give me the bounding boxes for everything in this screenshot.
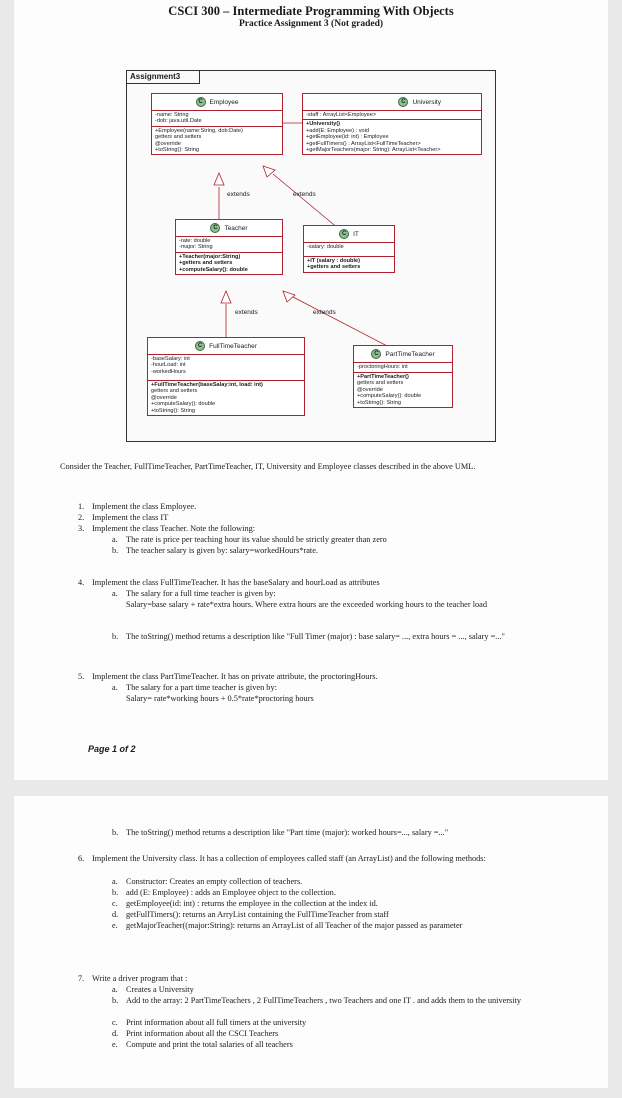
it-extends-employee-arrowhead xyxy=(263,166,275,177)
attribute: -hourLoad: int xyxy=(151,362,186,369)
method: +Teacher(major:String) xyxy=(179,253,241,260)
subitem-letter: a. xyxy=(112,535,118,544)
subitem-text: The salary for a part time teacher is given by: xyxy=(126,683,277,692)
method: +Employee(name:String, dob:Date) xyxy=(155,127,243,134)
class-name: Teacher xyxy=(224,224,248,232)
class-icon: C xyxy=(371,349,381,359)
item-text: Implement the class FullTimeTeacher. It has the baseSalary and hourLoad as attributes xyxy=(92,578,380,587)
item-text: Implement the class Employee. xyxy=(92,502,197,511)
page-number: Page 1 of 2 xyxy=(88,744,136,754)
subitem-letter: d. xyxy=(112,1029,119,1038)
document-title: CSCI 300 – Intermediate Programming With Objects xyxy=(168,4,454,18)
class-icon: C xyxy=(196,97,206,107)
subitem-text: Compute and print the total salaries of all teachers xyxy=(126,1040,293,1049)
attribute: -dob: java.util.Date xyxy=(155,118,202,125)
subitem-text: Print information about all full timers at the university xyxy=(126,1018,307,1027)
class-parttime-teacher xyxy=(353,345,453,408)
item-text: Implement the class PartTimeTeacher. It has on private attribute, the proctoringHours. xyxy=(92,672,378,681)
class-name: Employee xyxy=(209,98,239,106)
attribute: -baseSalary: int xyxy=(151,356,190,362)
subitem-text: getEmployee(id: int) : returns the employee in the collection at the index id. xyxy=(126,899,378,908)
method: @override xyxy=(357,386,383,393)
subitem-letter: d. xyxy=(112,910,119,919)
subitem-letter: b. xyxy=(112,828,119,837)
method: +getMajorTeachers(major: String): ArrayList<Teacher> xyxy=(306,147,441,154)
class-teacher xyxy=(175,219,283,275)
subitem-letter: a. xyxy=(112,589,118,598)
subitem-letter: b. xyxy=(112,632,119,641)
class-icon: C xyxy=(339,229,349,239)
subitem-text: Constructor: Creates an empty collection of teachers. xyxy=(126,877,303,886)
parttime-extends-teacher-line xyxy=(293,297,389,347)
attribute: -proctoringHours: int xyxy=(357,364,408,370)
class-employee xyxy=(151,93,283,155)
method: +IT (salary : double) xyxy=(307,258,360,264)
method: +PartTimeTeacher() xyxy=(357,374,409,380)
item-number: 6. xyxy=(78,854,85,863)
method: +computeSalary(): double xyxy=(151,401,216,408)
document-page-1 xyxy=(14,0,608,780)
method: +University() xyxy=(306,121,341,128)
class-icon: C xyxy=(398,97,408,107)
document-subtitle: Practice Assignment 3 (Not graded) xyxy=(238,19,384,29)
subitem-text: Creates a University xyxy=(126,985,194,994)
package-label: Assignment3 xyxy=(126,70,200,84)
method: +add(E: Employee) : void xyxy=(306,127,369,134)
subitem-text: Add to the array: 2 PartTimeTeachers , 2 FullTimeTeachers , two Teachers and one IT . and adds them to the university xyxy=(126,996,522,1005)
method: getters and setters xyxy=(357,380,404,387)
subitem-text: Salary=base salary + rate*extra hours. Where extra hours are the exceeded working hours to the teacher load xyxy=(126,600,487,609)
method: @override xyxy=(155,140,181,147)
attribute: -workedHours xyxy=(151,368,186,375)
method: +computeSalary(): double xyxy=(179,266,248,273)
class-name: PartTimeTeacher xyxy=(385,350,435,358)
class-icon: C xyxy=(195,341,205,351)
teacher-extends-employee-arrowhead xyxy=(214,173,224,185)
document-page-2 xyxy=(14,796,608,1088)
uml-diagram xyxy=(126,70,496,442)
class-icon: C xyxy=(210,223,220,233)
label-extends: extends xyxy=(235,309,258,316)
item-text: Implement the University class. It has a collection of employees called staff (an ArrayList) and the following methods: xyxy=(92,854,486,863)
attribute: -major: String xyxy=(179,244,213,251)
subitem-letter: c. xyxy=(112,899,118,908)
item-number: 1. xyxy=(78,502,85,511)
subitem-text: getMajorTeacher((major:String): returns an ArrayList of all Teacher of the major passed as parameter xyxy=(126,921,463,930)
attribute: -staff : ArrayList<Employee> xyxy=(306,112,377,118)
subitem-text: Print information about all the CSCI Teachers xyxy=(126,1029,279,1038)
item-number: 7. xyxy=(78,974,85,983)
parttime-extends-teacher-arrowhead xyxy=(283,291,295,302)
subitem-text: The rate is price per teaching hour its value should be strictly greater than zero xyxy=(126,535,387,544)
subitem-letter: b. xyxy=(112,888,119,897)
subitem-letter: e. xyxy=(112,1040,118,1049)
method: +toString(): String xyxy=(155,147,199,154)
method: getters and setters xyxy=(151,388,198,395)
method: +getEmployee(id: int) : Employee xyxy=(306,134,389,141)
method: +computeSalary(): double xyxy=(357,393,422,400)
subitem-letter: a. xyxy=(112,985,118,994)
label-extends: extends xyxy=(313,309,336,316)
item-text: Write a driver program that : xyxy=(92,974,188,983)
method: +FullTimeTeacher(baseSalay:int, load: int) xyxy=(151,382,263,388)
subitem-letter: b. xyxy=(112,996,119,1005)
label-extends: extends xyxy=(293,191,316,198)
method: +getFullTimers() : ArrayList<FullTimeTeacher> xyxy=(306,140,421,147)
subitem-text: add (E: Employee) : adds an Employee object to the collection. xyxy=(126,888,336,897)
item-text: Implement the class IT xyxy=(92,513,169,522)
attribute: -rate: double xyxy=(179,238,211,244)
attribute: -salary: double xyxy=(307,244,344,250)
subitem-text: The toString() method returns a description like "Part time (major): worked hours=..., salary =..." xyxy=(126,828,449,837)
class-name: FullTimeTeacher xyxy=(209,342,257,350)
class-fulltime-teacher xyxy=(147,337,305,416)
item-number: 2. xyxy=(78,513,85,522)
method: +toString(): String xyxy=(357,399,401,406)
class-university xyxy=(302,93,482,155)
method: +toString(): String xyxy=(151,407,195,414)
method: getters and setters xyxy=(155,134,202,141)
subitem-text: The salary for a full time teacher is given by: xyxy=(126,589,276,598)
subitem-text: getFullTimers(): returns an ArryList containing the FullTimeTeacher from staff xyxy=(126,910,389,919)
class-name: IT xyxy=(353,230,359,238)
subitem-text: Salary= rate*working hours + 0.5*rate*proctoring hours xyxy=(126,694,314,703)
subitem-letter: a. xyxy=(112,683,118,692)
intro-paragraph: Consider the Teacher, FullTimeTeacher, PartTimeTeacher, IT, University and Employee classes described in the above UML. xyxy=(60,462,476,471)
method: +getters and setters xyxy=(179,260,233,267)
item-text: Implement the class Teacher. Note the following: xyxy=(92,524,256,533)
class-it xyxy=(303,225,395,273)
label-extends: extends xyxy=(227,191,250,198)
item-number: 5. xyxy=(78,672,85,681)
method: @override xyxy=(151,394,177,401)
subitem-text: The teacher salary is given by: salary=workedHours*rate. xyxy=(126,546,318,555)
subitem-letter: a. xyxy=(112,877,118,886)
method: +getters and setters xyxy=(307,264,361,271)
subitem-text: The toString() method returns a description like "Full Timer (major) : base salary= ..., extra hours = ..., salary =..." xyxy=(126,632,505,641)
class-name: University xyxy=(412,98,441,106)
subitem-letter: c. xyxy=(112,1018,118,1027)
item-number: 4. xyxy=(78,578,85,587)
fulltime-extends-teacher-arrowhead xyxy=(221,291,231,303)
item-number: 3. xyxy=(78,524,85,533)
attribute: -name: String xyxy=(155,112,189,118)
subitem-letter: e. xyxy=(112,921,118,930)
subitem-letter: b. xyxy=(112,546,119,555)
